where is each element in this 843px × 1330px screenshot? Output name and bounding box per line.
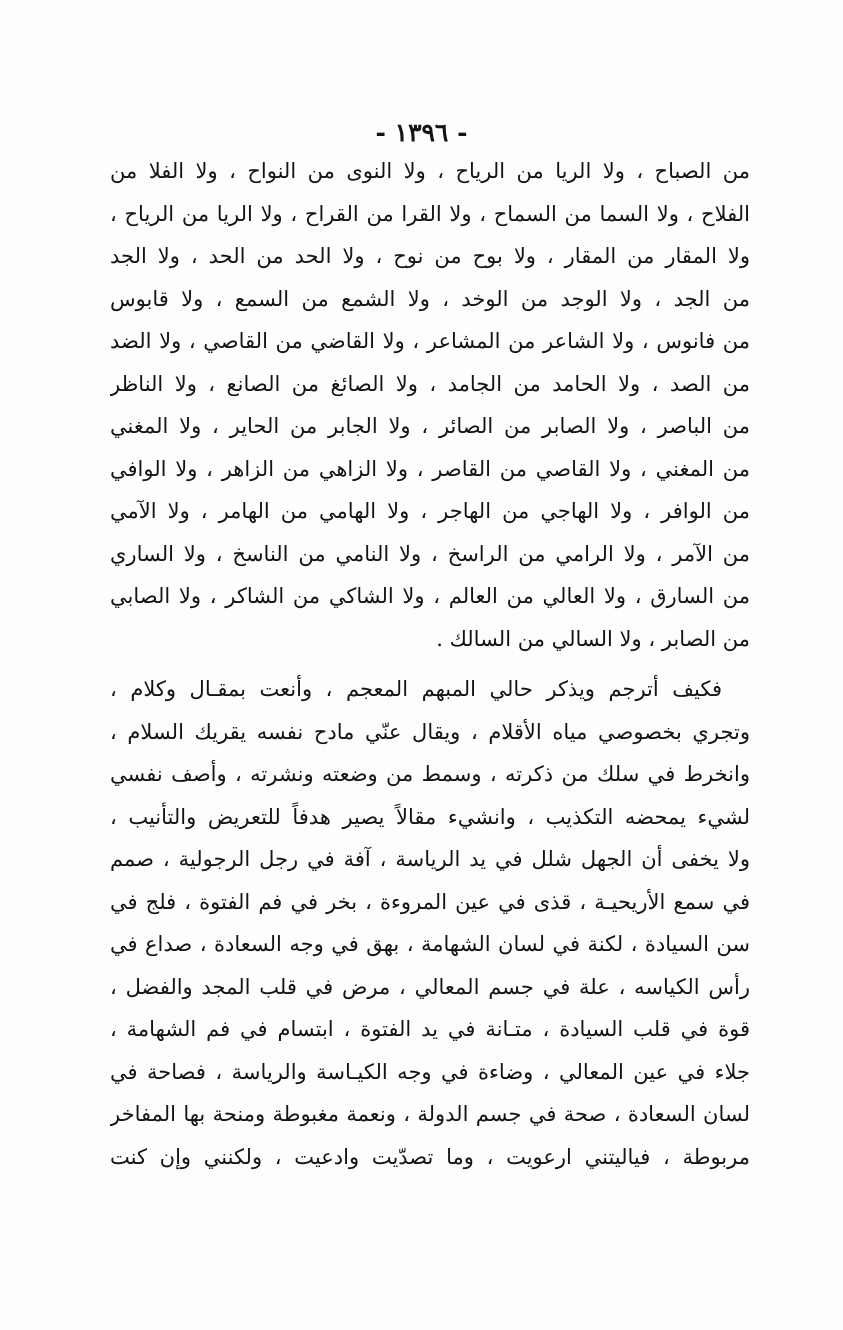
text-line: لسان السعادة ، صحة في جسم الدولة ، ونعمة مغبوطة ومنحة بها المفاخر [110,1102,750,1126]
page-number: - ١٣٩٦ - [375,118,468,147]
text-line: جلاء في عين المعالي ، وضاءة في وجه الكيـاسة والرياسة ، فصاحة في [110,1059,750,1084]
text-line: وانخرط في سلك من ذكرته ، وسمط من وضعته ونشرته ، وأصف نفسي [110,762,750,786]
paragraph-2 [110,668,750,1178]
text-line: من الآمر ، ولا الرامي من الراسخ ، ولا النامي من الناسخ ، ولا الساري [110,541,750,566]
text-line: من الجد ، ولا الوجد من الوخد ، ولا الشمع من السمع ، ولا قابوس [110,286,750,311]
text-line: من المغني ، ولا القاصي من القاصر ، ولا الزاهي من الزاهر ، ولا الوافي [110,456,750,481]
text-line: الفلاح ، ولا السما من السماح ، ولا القرا من القراح ، ولا الريا من الرياح ، [110,201,750,226]
text-line: من فانوس ، ولا الشاعر من المشاعر ، ولا القاضي من القاصي ، ولا الضد [110,329,750,353]
text-line: سن السيادة ، لكنة في لسان الشهامة ، بهق في وجه السعادة ، صداع في [110,932,750,956]
text-line: من الصد ، ولا الحامد من الجامد ، ولا الصائغ من الصانع ، ولا الناظر [110,371,750,396]
text-line: مربوطة ، فياليتني ارعويت ، وما تصدّيت وادعيت ، ولكنني وإن كنت [110,1144,750,1169]
text-line: وتجري بخصوصي مياه الأقلام ، ويقال عنّي مادح نفسه يقريك السلام ، [110,719,750,744]
text-line: ولا يخفى أن الجهل شلل في يد الرياسة ، آفة في رجل الرجولية ، صمم [110,847,750,871]
paragraph-1 [110,150,750,660]
text-line: في سمع الأريحيـة ، قذى في عين المروءة ، بخر في فم الفتوة ، فلج في [110,889,750,914]
text-line: من الصباح ، ولا الريا من الرياح ، ولا النوى من النواح ، ولا الفلا من [110,159,750,183]
text-line: رأس الكياسه ، علة في جسم المعالي ، مرض في قلب المجد والفضل ، [110,974,750,999]
text-line: من الصابر ، ولا السالي من السالك . [436,626,750,651]
text-line: من السارق ، ولا العالي من العالم ، ولا الشاكي من الشاكر ، ولا الصابي [110,584,750,608]
text-line: قوة في قلب السيادة ، متـانة في يد الفتوة ، ابتسام في فم الشهامة ، [110,1017,750,1041]
text-line: فكيف أترجم ويذكر حالي المبهم المعجم ، وأنعت بمقـال وكلام ، [110,677,722,701]
text-line: لشيء يمحضه التكذيب ، وانشيء مقالاً يصير هدفاً للتعريض والتأنيب ، [110,804,750,829]
text-line: من الباصر ، ولا الصابر من الصائر ، ولا الجابر من الحاير ، ولا المغني [110,414,750,438]
text-line: ولا المقار من المقار ، ولا بوح من نوح ، ولا الحد من الحد ، ولا الجد [110,244,750,268]
text-line: من الوافر ، ولا الهاجي من الهاجر ، ولا الهامي من الهامر ، ولا الآمي [110,499,750,523]
